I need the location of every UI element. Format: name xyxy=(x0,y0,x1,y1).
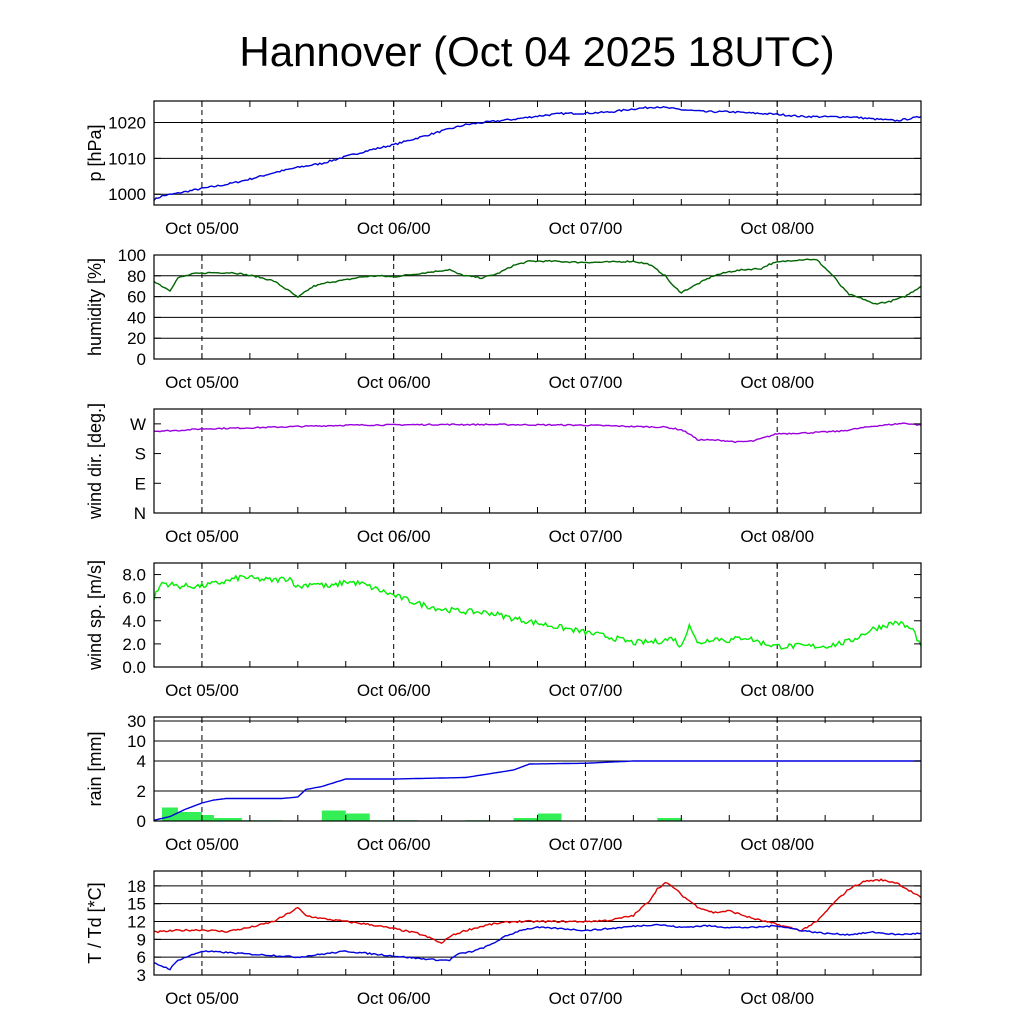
x-tick-label: Oct 07/00 xyxy=(548,373,623,392)
x-tick-label: Oct 08/00 xyxy=(740,219,815,238)
x-tick-label: Oct 06/00 xyxy=(356,989,431,1008)
plot-frame xyxy=(154,717,921,821)
rain-bar xyxy=(538,814,562,822)
y-tick-label: 18 xyxy=(127,876,146,896)
x-tick-label: Oct 05/00 xyxy=(165,527,239,546)
y-tick-label: N xyxy=(133,504,146,523)
y-tick-label: E xyxy=(134,474,146,494)
x-tick-label: Oct 06/00 xyxy=(356,373,431,392)
x-tick-label: Oct 08/00 xyxy=(740,373,815,392)
y-tick-label: 1000 xyxy=(108,185,146,205)
x-tick-label: Oct 05/00 xyxy=(165,681,239,700)
y-tick-label: 0 xyxy=(136,812,146,831)
panel-rain xyxy=(85,712,921,854)
y-tick-label: 40 xyxy=(127,308,146,328)
y-tick-label: 12 xyxy=(127,912,146,932)
rain-bar xyxy=(178,812,202,821)
series-line-1 xyxy=(154,924,921,969)
y-tick-label: 2.0 xyxy=(122,634,146,654)
y-tick-label: 4.0 xyxy=(122,611,146,631)
x-tick-label: Oct 08/00 xyxy=(740,527,815,546)
y-tick-label: 3 xyxy=(136,966,146,985)
x-tick-label: Oct 08/00 xyxy=(740,989,815,1008)
plot-frame xyxy=(154,255,921,359)
y-axis-label: rain [mm] xyxy=(85,731,105,807)
y-tick-label: 6 xyxy=(136,948,146,968)
rain-bar xyxy=(322,811,346,822)
series-line-0 xyxy=(154,879,921,943)
y-tick-label: W xyxy=(129,414,146,434)
x-tick-label: Oct 08/00 xyxy=(740,835,815,854)
y-axis-label: wind sp. [m/s] xyxy=(85,559,105,671)
y-tick-label: 9 xyxy=(136,930,146,950)
y-tick-label: 8.0 xyxy=(122,565,146,585)
x-tick-label: Oct 05/00 xyxy=(165,373,239,392)
y-tick-label: 10 xyxy=(127,732,146,751)
y-tick-label: 15 xyxy=(127,894,146,914)
x-tick-label: Oct 06/00 xyxy=(356,219,431,238)
panel-pressure xyxy=(85,101,921,238)
series-line-0 xyxy=(154,576,921,649)
y-axis-label: wind dir. [deg.] xyxy=(85,402,105,520)
chart-title: Hannover (Oct 04 2025 18UTC) xyxy=(239,28,835,75)
x-tick-label: Oct 07/00 xyxy=(548,219,623,238)
y-tick-label: S xyxy=(134,444,146,464)
x-tick-label: Oct 06/00 xyxy=(356,527,431,546)
y-tick-label: 0 xyxy=(136,350,146,369)
x-tick-label: Oct 06/00 xyxy=(356,835,431,854)
panel-wind_speed xyxy=(85,560,921,700)
rain-bar xyxy=(202,815,214,821)
series-line-0 xyxy=(154,423,921,442)
y-tick-label: 0.0 xyxy=(122,658,146,677)
y-tick-label: 60 xyxy=(127,287,146,307)
x-tick-label: Oct 07/00 xyxy=(548,989,623,1008)
y-tick-label: 6.0 xyxy=(122,588,146,608)
panel-temperature xyxy=(85,871,921,1008)
y-tick-label: 4 xyxy=(136,752,146,771)
x-tick-label: Oct 07/00 xyxy=(548,835,623,854)
x-tick-label: Oct 08/00 xyxy=(740,681,815,700)
y-tick-label: 2 xyxy=(136,782,146,801)
y-axis-label: p [hPa] xyxy=(85,124,105,182)
y-tick-label: 80 xyxy=(127,266,146,286)
y-axis-label: humidity [%] xyxy=(85,257,105,357)
x-tick-label: Oct 05/00 xyxy=(165,219,239,238)
x-tick-label: Oct 07/00 xyxy=(548,527,623,546)
y-tick-label: 1010 xyxy=(108,149,146,169)
y-tick-label: 100 xyxy=(117,246,146,265)
y-tick-label: 1020 xyxy=(108,113,146,133)
x-tick-label: Oct 05/00 xyxy=(165,989,239,1008)
y-tick-label: 20 xyxy=(127,329,146,349)
rain-bar xyxy=(346,814,370,822)
panel-wind_direction xyxy=(85,403,921,546)
panel-humidity xyxy=(85,246,921,392)
x-tick-label: Oct 05/00 xyxy=(165,835,239,854)
series-line-0 xyxy=(154,107,921,201)
x-tick-label: Oct 07/00 xyxy=(548,681,623,700)
y-axis-label: T / Td [*C] xyxy=(85,882,105,964)
y-tick-label: 30 xyxy=(127,712,146,731)
x-tick-label: Oct 06/00 xyxy=(356,681,431,700)
series-line-0 xyxy=(154,259,921,304)
